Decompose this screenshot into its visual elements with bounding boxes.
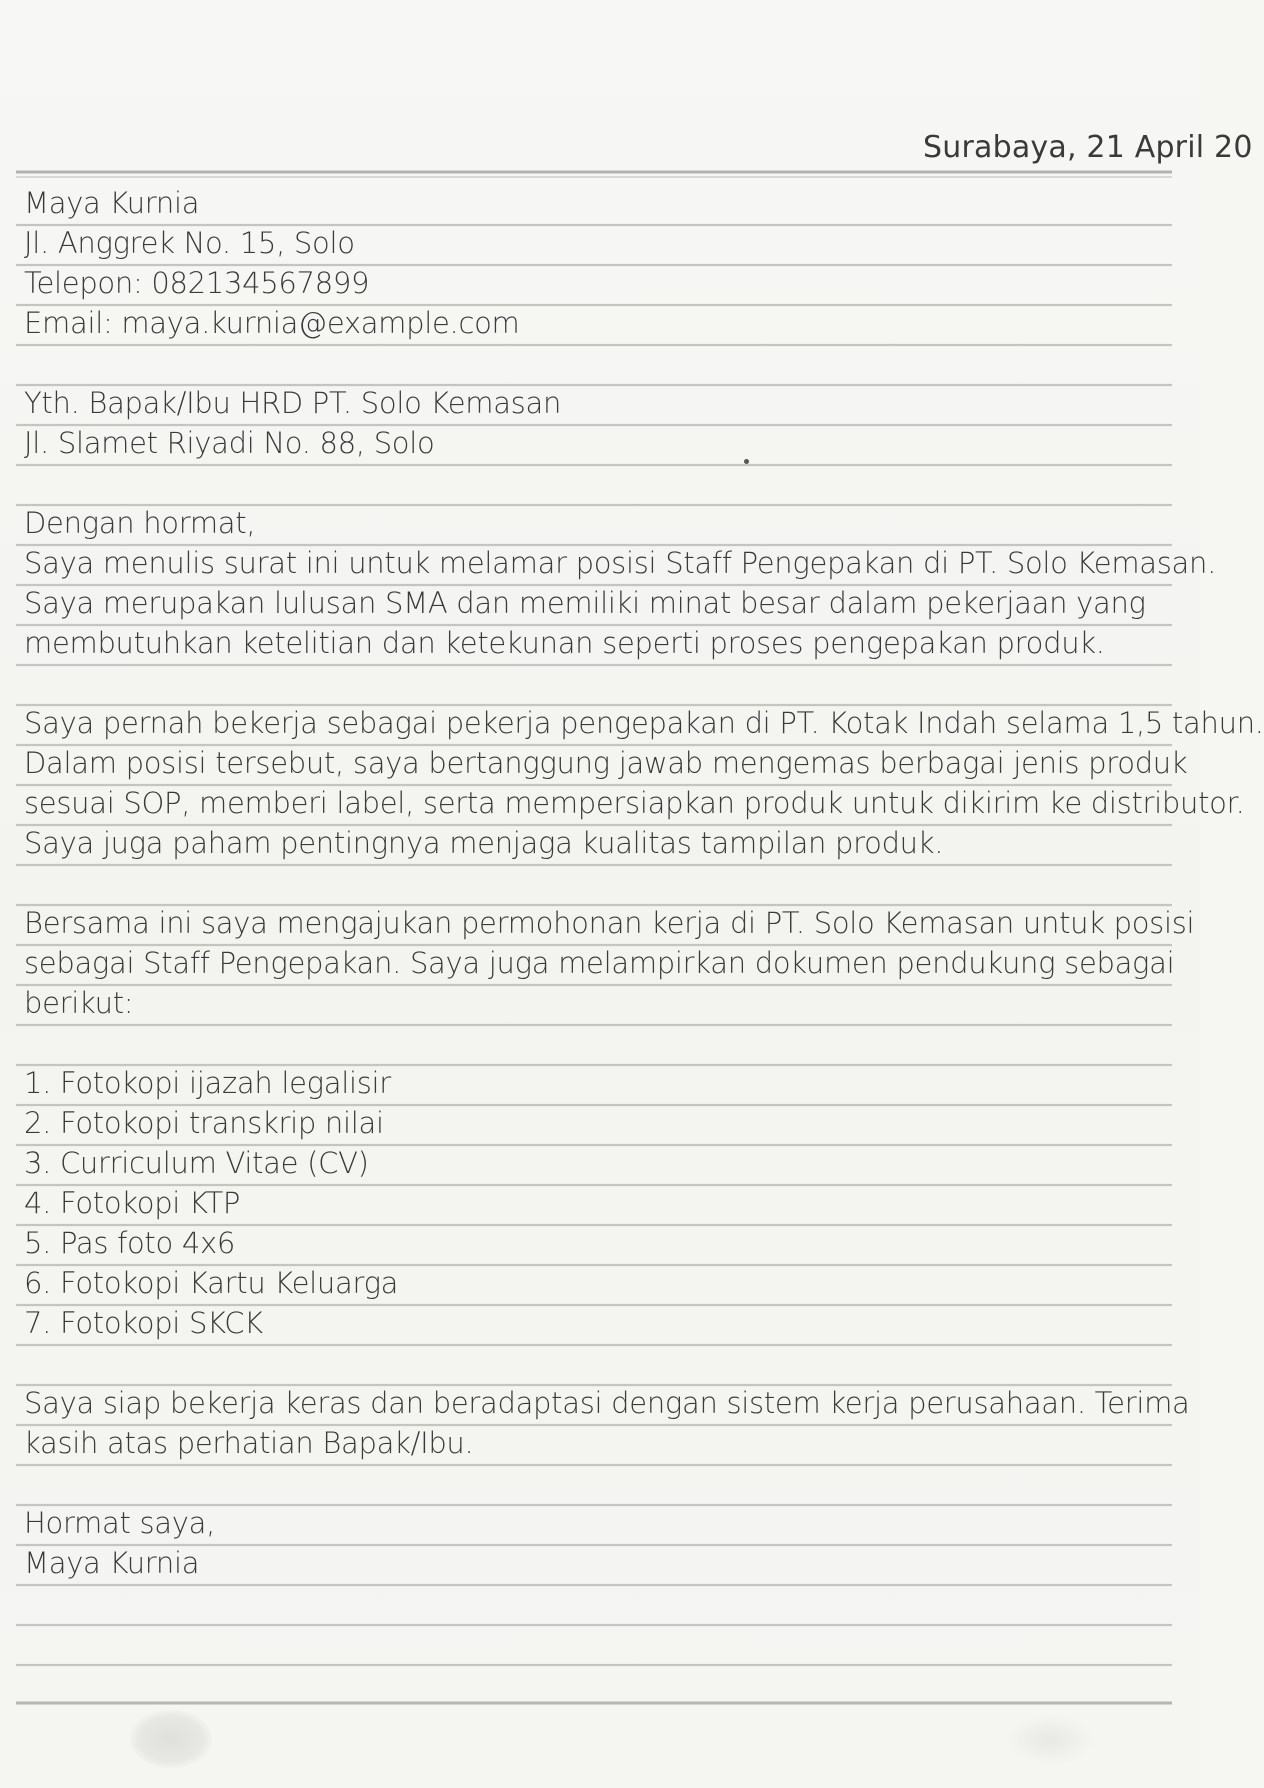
attachment-item: 1. Fotokopi ijazah legalisir bbox=[24, 1066, 391, 1100]
faint-stamp bbox=[130, 1710, 212, 1768]
ink-dot bbox=[744, 459, 749, 464]
paragraph-1-line: membutuhkan ketelitian dan ketekunan seperti proses pengepakan produk. bbox=[24, 626, 1105, 660]
recipient-line-1: Yth. Bapak/Ibu HRD PT. Solo Kemasan bbox=[24, 386, 562, 420]
paragraph-2-line: sesuai SOP, memberi label, serta mempersiapkan produk untuk dikirim ke distributor. bbox=[24, 786, 1245, 820]
paragraph-2-line: Saya pernah bekerja sebagai pekerja pengepakan di PT. Kotak Indah selama 1,5 tahun. bbox=[24, 706, 1264, 740]
letter-date: Surabaya, 21 April 20 bbox=[923, 130, 1253, 165]
paragraph-3-line: berikut: bbox=[24, 986, 134, 1020]
closing-line: Saya siap bekerja keras dan beradaptasi dengan sistem kerja perusahaan. Terima bbox=[24, 1386, 1190, 1420]
attachment-item: 7. Fotokopi SKCK bbox=[24, 1306, 263, 1340]
signature-name: Maya Kurnia bbox=[24, 1546, 200, 1580]
attachment-item: 6. Fotokopi Kartu Keluarga bbox=[24, 1266, 399, 1300]
closing-line: kasih atas perhatian Bapak/Ibu. bbox=[24, 1426, 474, 1460]
paragraph-3-line: sebagai Staff Pengepakan. Saya juga melampirkan dokumen pendukung sebagai bbox=[24, 946, 1175, 980]
sender-phone: Telepon: 082134567899 bbox=[24, 266, 370, 300]
sender-name: Maya Kurnia bbox=[24, 186, 200, 220]
paragraph-2-line: Dalam posisi tersebut, saya bertanggung jawab mengemas berbagai jenis produk bbox=[24, 746, 1188, 780]
signoff: Hormat saya, bbox=[24, 1506, 216, 1540]
attachment-item: 2. Fotokopi transkrip nilai bbox=[24, 1106, 384, 1140]
attachment-item: 5. Pas foto 4x6 bbox=[24, 1226, 236, 1260]
attachment-item: 3. Curriculum Vitae (CV) bbox=[24, 1146, 369, 1180]
paper-smudge bbox=[1005, 1715, 1095, 1765]
recipient-line-2: Jl. Slamet Riyadi No. 88, Solo bbox=[24, 426, 435, 460]
paragraph-1-line: Saya merupakan lulusan SMA dan memiliki minat besar dalam pekerjaan yang bbox=[24, 586, 1146, 620]
greeting: Dengan hormat, bbox=[24, 506, 256, 540]
paragraph-1-line: Saya menulis surat ini untuk melamar posisi Staff Pengepakan di PT. Solo Kemasan. bbox=[24, 546, 1217, 580]
attachment-item: 4. Fotokopi KTP bbox=[24, 1186, 241, 1220]
paragraph-2-line: Saya juga paham pentingnya menjaga kualitas tampilan produk. bbox=[24, 826, 944, 860]
sender-address: Jl. Anggrek No. 15, Solo bbox=[24, 226, 355, 260]
paragraph-3-line: Bersama ini saya mengajukan permohonan kerja di PT. Solo Kemasan untuk posisi bbox=[24, 906, 1195, 940]
sender-email: Email: maya.kurnia@example.com bbox=[24, 306, 520, 340]
